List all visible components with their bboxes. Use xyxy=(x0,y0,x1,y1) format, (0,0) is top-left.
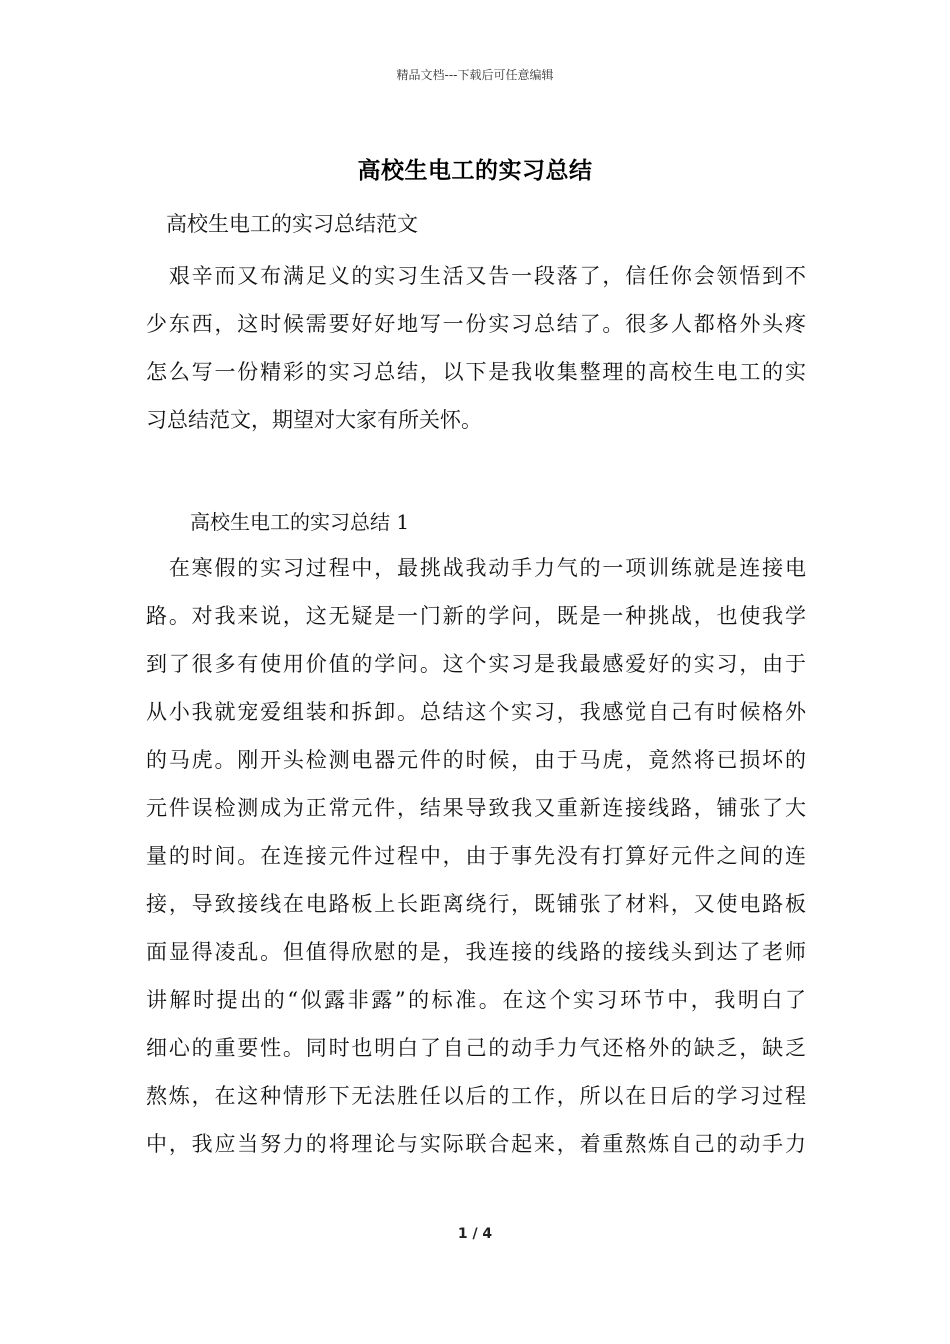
document-title: 高校生电工的实习总结 xyxy=(357,157,593,184)
intro-line: 少东西，这时候需要好好地写一份实习总结了。很多人都格外头疼 xyxy=(146,312,806,336)
body-line: 在寒假的实习过程中，最挑战我动手力气的一项训练就是连接电 xyxy=(146,556,806,580)
body-line: 讲解时提出的“似露非露”的标准。在这个实习环节中，我明白了 xyxy=(146,988,806,1012)
body-line: 接，导致接线在电路板上长距离绕行，既铺张了材料，又使电路板 xyxy=(146,892,806,916)
intro-paragraph xyxy=(146,252,806,444)
body-line: 中，我应当努力的将理论与实际联合起来，着重熬炼自己的动手力 xyxy=(146,1132,806,1156)
body-line: 熬炼，在这种情形下无法胜任以后的工作，所以在日后的学习过程 xyxy=(146,1084,806,1108)
body-line: 面显得凌乱。但值得欣慰的是，我连接的线路的接线头到达了老师 xyxy=(146,940,806,964)
section-heading: 高校生电工的实习总结 1 xyxy=(190,510,410,534)
body-line: 元件误检测成为正常元件，结果导致我又重新连接线路，铺张了大 xyxy=(146,796,806,820)
intro-line: 习总结范文，期望对大家有所关怀。 xyxy=(146,408,482,432)
body-line: 路。对我来说，这无疑是一门新的学问，既是一种挑战，也使我学 xyxy=(146,604,806,628)
page-number: 1 / 4 xyxy=(457,1226,493,1242)
body-line: 到了很多有使用价值的学问。这个实习是我最感爱好的实习，由于 xyxy=(146,652,806,676)
body-line: 细心的重要性。同时也明白了自己的动手力气还格外的缺乏，缺乏 xyxy=(146,1036,806,1060)
document-subtitle: 高校生电工的实习总结范文 xyxy=(166,212,418,236)
body-line: 量的时间。在连接元件过程中，由于事先没有打算好元件之间的连 xyxy=(146,844,806,868)
intro-line: 艰辛而又布满足义的实习生活又告一段落了，信任你会领悟到不 xyxy=(146,264,806,288)
body-paragraph xyxy=(146,544,806,1168)
page-header-note: 精品文档---下载后可任意编辑 xyxy=(396,68,554,82)
body-line: 从小我就宠爱组装和拆卸。总结这个实习，我感觉自己有时候格外 xyxy=(146,700,806,724)
intro-line: 怎么写一份精彩的实习总结，以下是我收集整理的高校生电工的实 xyxy=(146,360,806,384)
body-line: 的马虎。刚开头检测电器元件的时候，由于马虎，竟然将已损坏的 xyxy=(146,748,806,772)
